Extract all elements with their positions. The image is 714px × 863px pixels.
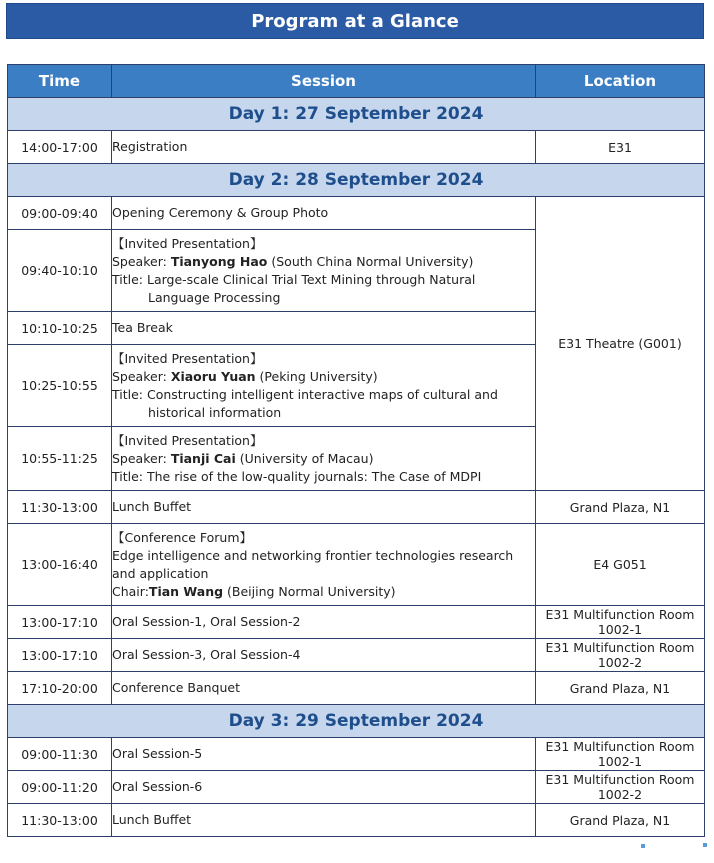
talk-title bbox=[112, 468, 535, 486]
location-line-1: E31 Multifunction Room bbox=[545, 607, 695, 622]
day-row bbox=[8, 98, 705, 131]
title-label: Title: bbox=[112, 386, 147, 402]
session-cell: Conference Banquet bbox=[112, 672, 536, 705]
location-cell-theatre: E31 Theatre (G001) bbox=[536, 197, 705, 491]
table-row bbox=[8, 131, 705, 164]
time-cell: 09:00-11:30 bbox=[8, 738, 112, 771]
talk-title bbox=[112, 386, 535, 422]
session-cell bbox=[112, 230, 536, 312]
time-cell: 17:10-20:00 bbox=[8, 672, 112, 705]
location-cell: E4 G051 bbox=[536, 524, 705, 606]
session-cell: Registration bbox=[112, 131, 536, 164]
chair-affiliation: (Beijing Normal University) bbox=[223, 583, 396, 599]
time-cell: 10:25-10:55 bbox=[8, 345, 112, 427]
location-cell: E31 bbox=[536, 131, 705, 164]
location-cell bbox=[536, 639, 705, 672]
table-row bbox=[8, 672, 705, 705]
speaker-label: Speaker: bbox=[112, 368, 171, 384]
location-cell: Grand Plaza, N1 bbox=[536, 672, 705, 705]
title-text: Large-scale Clinical Trial Text Mining through Natural Language Processing bbox=[146, 271, 476, 305]
time-cell: 13:00-17:10 bbox=[8, 639, 112, 672]
time-cell: 09:40-10:10 bbox=[8, 230, 112, 312]
title-text: The rise of the low-quality journals: The Case of MDPI bbox=[146, 468, 482, 484]
session-cell: Opening Ceremony & Group Photo bbox=[112, 197, 536, 230]
day-2-heading: Day 2: 28 September 2024 bbox=[8, 164, 705, 197]
location-line-1: E31 Multifunction Room bbox=[545, 772, 695, 787]
day-1-heading: Day 1: 27 September 2024 bbox=[8, 98, 705, 131]
session-cell bbox=[112, 524, 536, 606]
session-cell: Oral Session-3, Oral Session-4 bbox=[112, 639, 536, 672]
talk-title bbox=[112, 271, 535, 307]
session-cell: Tea Break bbox=[112, 312, 536, 345]
speaker-affiliation: (Peking University) bbox=[255, 368, 378, 384]
decorative-dot bbox=[641, 844, 645, 848]
time-cell: 11:30-13:00 bbox=[8, 804, 112, 837]
session-tag: 【Invited Presentation】 bbox=[112, 235, 263, 251]
time-cell: 14:00-17:00 bbox=[8, 131, 112, 164]
session-tag: 【Invited Presentation】 bbox=[112, 432, 263, 448]
table-row bbox=[8, 738, 705, 771]
time-cell: 13:00-17:10 bbox=[8, 606, 112, 639]
location-line-2: 1002-2 bbox=[597, 787, 643, 802]
page-title: Program at a Glance bbox=[6, 3, 704, 39]
header-time: Time bbox=[8, 65, 112, 98]
location-line-2: 1002-1 bbox=[597, 754, 643, 769]
table-row bbox=[8, 524, 705, 606]
speaker-name: Tianyong Hao bbox=[170, 253, 268, 269]
speaker-name: Xiaoru Yuan bbox=[170, 368, 256, 384]
table-row bbox=[8, 606, 705, 639]
session-tag: 【Conference Forum】 bbox=[112, 529, 253, 545]
table-row bbox=[8, 771, 705, 804]
chair-name: Tian Wang bbox=[148, 583, 224, 599]
location-cell bbox=[536, 606, 705, 639]
speaker-affiliation: (University of Macau) bbox=[235, 450, 374, 466]
session-cell: Lunch Buffet bbox=[112, 804, 536, 837]
chair-label: Chair: bbox=[112, 583, 149, 599]
title-label: Title: bbox=[112, 271, 147, 287]
time-cell: 10:55-11:25 bbox=[8, 427, 112, 491]
decorative-dot bbox=[703, 843, 707, 847]
table-row bbox=[8, 491, 705, 524]
location-line-1: E31 Multifunction Room bbox=[545, 640, 695, 655]
day-3-heading: Day 3: 29 September 2024 bbox=[8, 705, 705, 738]
time-cell: 09:00-09:40 bbox=[8, 197, 112, 230]
speaker-affiliation: (South China Normal University) bbox=[267, 253, 474, 269]
table-row bbox=[8, 197, 705, 230]
title-text: Constructing intelligent interactive maps of cultural and historical information bbox=[146, 386, 498, 420]
location-cell bbox=[536, 738, 705, 771]
table-header bbox=[8, 65, 705, 98]
table-row bbox=[8, 804, 705, 837]
table-row bbox=[8, 639, 705, 672]
location-line-2: 1002-1 bbox=[597, 622, 643, 637]
header-location: Location bbox=[536, 65, 705, 98]
location-line-1: E31 Multifunction Room bbox=[545, 739, 695, 754]
speaker-label: Speaker: bbox=[112, 450, 171, 466]
time-cell: 10:10-10:25 bbox=[8, 312, 112, 345]
speaker-label: Speaker: bbox=[112, 253, 171, 269]
session-cell: Oral Session-1, Oral Session-2 bbox=[112, 606, 536, 639]
location-cell: Grand Plaza, N1 bbox=[536, 491, 705, 524]
time-cell: 11:30-13:00 bbox=[8, 491, 112, 524]
speaker-line bbox=[112, 368, 535, 386]
day-row bbox=[8, 705, 705, 738]
location-line-2: 1002-2 bbox=[597, 655, 643, 670]
session-cell: Oral Session-6 bbox=[112, 771, 536, 804]
program-table bbox=[7, 64, 705, 837]
time-cell: 13:00-16:40 bbox=[8, 524, 112, 606]
session-cell bbox=[112, 427, 536, 491]
session-cell bbox=[112, 345, 536, 427]
session-cell: Lunch Buffet bbox=[112, 491, 536, 524]
title-label: Title: bbox=[112, 468, 147, 484]
speaker-line bbox=[112, 253, 535, 271]
header-session: Session bbox=[112, 65, 536, 98]
forum-description: Edge intelligence and networking frontier technologies research and application bbox=[112, 547, 514, 581]
session-cell: Oral Session-5 bbox=[112, 738, 536, 771]
session-tag: 【Invited Presentation】 bbox=[112, 350, 263, 366]
speaker-name: Tianji Cai bbox=[170, 450, 236, 466]
day-row bbox=[8, 164, 705, 197]
location-cell bbox=[536, 771, 705, 804]
chair-line bbox=[112, 583, 535, 601]
speaker-line bbox=[112, 450, 535, 468]
location-cell: Grand Plaza, N1 bbox=[536, 804, 705, 837]
time-cell: 09:00-11:20 bbox=[8, 771, 112, 804]
